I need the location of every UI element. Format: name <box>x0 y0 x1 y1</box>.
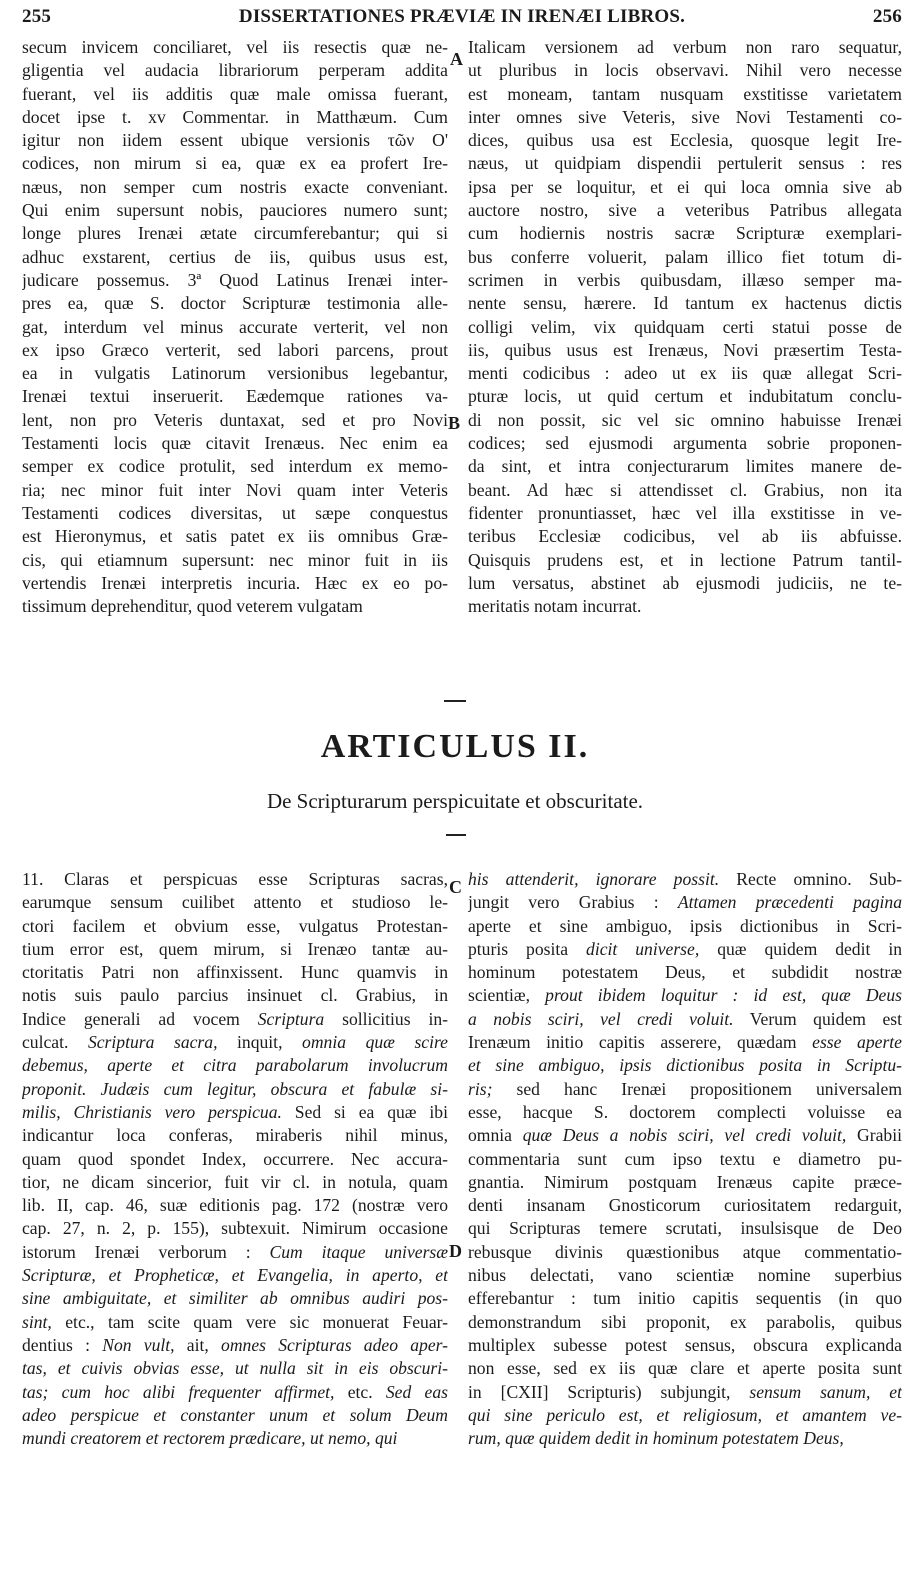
text-line <box>468 984 902 1007</box>
text-line <box>468 1101 902 1124</box>
text-line <box>22 1357 448 1380</box>
italic-text: quæ Deus a nobis sciri, vel credi voluit, <box>522 1125 847 1146</box>
text-line: gligentia vel audacia librariorum perperam addita <box>22 60 448 81</box>
text-line: secum invicem conciliaret, vel iis resectis quæ ne- <box>22 37 448 57</box>
text-line: pturæ locis, ut quid certum et indubitatum conclu- <box>468 386 902 407</box>
italic-text: proponit. Judæis cum legitur, obscura et fabulæ si- <box>22 1078 448 1099</box>
text-run: etc. <box>334 1381 386 1402</box>
text-line: Quisquis prudens est, et in lectione Patrum tantil- <box>468 549 902 570</box>
italic-text: Scriptura sacra, <box>87 1032 218 1053</box>
text-line <box>22 1124 448 1147</box>
text-line <box>22 1217 448 1240</box>
text-line: ex ipso Græco verterit, sed labori parcens, prout <box>22 339 448 360</box>
text-line: dices, quibus usa est Ecclesia, quosque legit Ire- <box>468 130 902 151</box>
text-line <box>22 1054 448 1077</box>
text-run: Grabii <box>846 1125 902 1146</box>
italic-text: omnes Scripturas adeo aper- <box>221 1334 448 1355</box>
text-line <box>468 961 902 984</box>
text-line: ipsa per se loquitur, et ei qui loca omnia sive ab <box>468 176 902 197</box>
text-line <box>22 1381 448 1404</box>
text-line <box>468 868 902 891</box>
text-line: meritatis notam incurrat. <box>468 596 642 617</box>
text-run: nibus delectati, vano scientiæ nomine superbius <box>468 1265 902 1286</box>
text-run: culcat. <box>22 1032 88 1053</box>
text-line: fuerant, vel iis additis quæ male omissa fuerant, <box>22 83 448 104</box>
margin-marker-a: A <box>450 49 463 69</box>
text-line <box>468 1334 902 1357</box>
text-run: Sed si ea quæ ibi <box>281 1101 448 1122</box>
text-line <box>22 1008 448 1031</box>
text-line <box>22 961 448 984</box>
text-run: inquit, <box>217 1032 303 1053</box>
text-line: ria; nec minor fuit inter Novi quam inter Veteris <box>22 479 448 500</box>
text-line <box>22 1101 448 1124</box>
italic-text: Non vult, <box>102 1334 175 1355</box>
text-run: ctori facilem et obvium esse, vulgatus Protestan- <box>22 915 448 936</box>
text-line <box>468 938 902 961</box>
heading-rule <box>446 834 466 836</box>
running-title: DISSERTATIONES PRÆVIÆ IN IRENÆI LIBROS. <box>238 6 686 27</box>
text-line <box>22 938 448 961</box>
text-line: semper ex codice protulit, sed interdum ex memo- <box>22 456 448 477</box>
text-line <box>468 1194 902 1217</box>
italic-text: sine ambiguitate, et similiter ab omnibus audiri pos- <box>22 1288 448 1309</box>
margin-marker-b: B <box>448 413 461 433</box>
italic-text: ris; <box>468 1078 493 1099</box>
text-run: Verum quidem est <box>733 1008 902 1029</box>
text-line: longe plures Irenæi ætate circumferebantur; qui si <box>22 223 448 244</box>
italic-text: sensum sanum, et <box>749 1381 902 1402</box>
text-run: hominum potestatem Deus, et subdidit nostræ <box>468 962 902 983</box>
top-left-column <box>22 36 448 618</box>
text-line: fidenter pronuntiasset, hæc vel illa exstitisse in ve- <box>468 502 902 523</box>
text-line: codices; sed ejusmodi argumenta sobrie proponen- <box>468 433 902 454</box>
text-run: 11. Claras et perspicuas esse Scripturas sacras, <box>22 869 448 889</box>
text-line <box>22 1427 448 1450</box>
italic-text: debemus, aperte et citra parabolarum involucrum <box>22 1055 448 1076</box>
italic-text: Cum itaque universæ <box>269 1241 448 1262</box>
text-line <box>468 1124 902 1147</box>
text-line <box>468 1148 902 1171</box>
text-run: efferebantur : tum initio capitis sequentis (in quo <box>468 1288 902 1309</box>
text-line: di non possit, sic vel sic omnino habuisse Irenæi <box>468 409 902 430</box>
text-line: Qui enim supersunt nobis, pauciores numero sunt; <box>22 200 448 221</box>
text-line <box>22 984 448 1007</box>
text-run: earumque sensum cuilibet attento et studioso le- <box>22 892 448 913</box>
text-run: esse, hacque S. doctorem complecti voluisse ea <box>468 1101 902 1122</box>
italic-text: dicit universe, <box>586 938 700 959</box>
article-subtitle: De Scripturarum perspicuitate et obscuritate. <box>266 789 644 813</box>
text-line <box>22 1171 448 1194</box>
text-line: lent, non pro Veteris duntaxat, sed et pro Novi <box>22 409 448 430</box>
text-run: notis suis paulo parcius insinuet cl. Grabius, in <box>22 985 448 1006</box>
text-line <box>468 1008 902 1031</box>
text-run: quam quod spondet Index, occurrere. Nec accura- <box>22 1148 448 1169</box>
text-line <box>468 915 902 938</box>
text-run: dentius : <box>22 1334 103 1355</box>
text-line <box>468 1381 902 1404</box>
text-run: gnantia. Nimirum postquam Irenæus capite præce- <box>468 1171 902 1192</box>
text-line: est moneam, tantam nusquam exstitisse varietatem <box>468 83 902 104</box>
article-heading: ARTICULUS II. <box>320 728 590 765</box>
text-line <box>468 1264 902 1287</box>
italic-text: Scripturæ, et Propheticæ, et Evangelia, in aperto, et <box>22 1265 448 1286</box>
italic-text: prout ibidem loquitur : id est, quæ Deus <box>545 985 902 1006</box>
bottom-left-column <box>22 868 448 1450</box>
italic-text: sint, <box>22 1311 52 1332</box>
text-line: ea in vulgatis Latinorum versionibus legebantur, <box>22 363 448 384</box>
text-run: sed hanc Irenæi propositionem universalem <box>492 1078 902 1099</box>
text-line: beant. Ad hæc si attendisset cl. Grabius, non ita <box>468 479 902 500</box>
text-run: tior, ne dicam sincerior, fuit vir cl. in notula, quam <box>22 1171 448 1192</box>
text-line: teribus Ecclesiæ codicibus, vel ab iis abfuisse. <box>468 526 902 547</box>
text-line <box>22 1264 448 1287</box>
text-line: vertendis Irenæi interpretis incuria. Hæc ex eo po- <box>22 572 448 593</box>
text-line <box>22 1241 448 1264</box>
text-line <box>468 1241 902 1264</box>
text-line <box>22 891 448 914</box>
italic-text: tas, et cuivis obvias esse, ut nulla sit in eis obscuri- <box>22 1358 448 1379</box>
italic-text: milis, Christianis vero perspicua. <box>22 1101 282 1122</box>
italic-text: qui sine periculo est, et religiosum, et amantem ve- <box>468 1404 902 1425</box>
italic-text: Attamen præcedenti pagina <box>677 892 902 913</box>
text-line <box>468 891 902 914</box>
text-line: næus, ut quidpiam dispendii pertulerit sensus : res <box>468 153 902 174</box>
text-run: ait, <box>174 1334 222 1355</box>
text-line: Testamenti locis quæ citavit Irenæus. Nec enim ea <box>22 433 448 454</box>
text-line: pres ea, quæ S. doctor Scripturæ testimonia alle- <box>22 293 448 314</box>
text-line <box>468 1054 902 1077</box>
text-line: est Hieronymus, et satis patet ex iis omnibus Græ- <box>22 526 448 547</box>
text-line <box>468 1031 902 1054</box>
text-line: næus, non semper cum nostris exacte conveniant. <box>22 176 448 197</box>
text-line: judicare possemus. 3ª Quod Latinus Irenæi inter- <box>22 269 448 290</box>
text-run: jungit vero Grabius : <box>468 892 678 913</box>
text-run: sollicitius in- <box>324 1008 448 1029</box>
italic-text: et sine ambiguo, ipsis dictionibus posita in Scriptu- <box>468 1055 902 1076</box>
text-run: omnia <box>468 1125 523 1146</box>
text-line: nente sensu, hærere. Id tantum ex hactenus dictis <box>468 293 902 314</box>
italic-text: a nobis sciri, vel credi voluit. <box>468 1008 734 1029</box>
text-line: tissimum deprehenditur, quod veterem vulgatam <box>22 596 363 617</box>
text-line <box>468 1287 902 1310</box>
italic-text: esse aperte <box>812 1032 902 1053</box>
italic-text: Sed eas <box>385 1381 448 1402</box>
text-line: Testamenti codices diversitas, ut sæpe conquestus <box>22 502 448 523</box>
page-number-left: 255 <box>22 6 52 27</box>
text-run: scientiæ, <box>468 985 546 1006</box>
margin-marker-d: D <box>449 1241 462 1261</box>
text-run: commentaria sunt cum ipso textu e diametro pu- <box>468 1148 902 1169</box>
text-run: cap. 27, n. 2, p. 155), subtexuit. Nimirum occasione <box>22 1218 448 1239</box>
text-line <box>22 1031 448 1054</box>
italic-text: Scriptura <box>257 1008 325 1029</box>
text-line: menti codicibus : adeo ut ex iis quæ allegat Scri- <box>468 363 902 384</box>
text-line: auctore nostro, sive a veteribus Patribus allegata <box>468 200 902 221</box>
text-run: pturis posita <box>468 938 587 959</box>
italic-text: tas; cum hoc alibi frequenter affirmet, <box>22 1381 335 1402</box>
margin-marker-c: C <box>449 877 462 897</box>
text-line <box>468 1171 902 1194</box>
text-run: tium error est, quem mirum, si Irenæo tantæ au- <box>22 938 448 959</box>
text-run: ctoritatis Patri non affinxissent. Hunc quamvis in <box>22 962 448 983</box>
text-line: gat, interdum vel minus accurate verterit, vel non <box>22 316 448 337</box>
text-line: cum hodiernis nostris sacræ Scripturæ exemplari- <box>468 223 902 244</box>
text-run: Indice generali ad vocem <box>22 1008 258 1029</box>
top-right-column <box>468 36 902 618</box>
text-line <box>22 1078 448 1101</box>
text-line: codices, non mirum si ea, quæ ex ea profert Ire- <box>22 153 448 174</box>
text-line: Irenæi textui inseruerit. Eædemque rationes va- <box>22 386 448 407</box>
italic-text: adeo perspicue et constanter unum et solum Deum <box>22 1404 448 1425</box>
text-line <box>468 1357 902 1380</box>
page-number-right: 256 <box>872 6 902 27</box>
text-run: non esse, sed ex iis quæ clare et aperte posita sunt <box>468 1358 902 1379</box>
text-line: igitur non iidem essent ubique versionis τῶν O' <box>22 130 448 151</box>
italic-text: omnia quæ scire <box>302 1032 448 1053</box>
text-run: multiplex subesse potest sensus, obscura explicanda <box>468 1334 902 1355</box>
text-run: Irenæum initio capitis asserere, quædam <box>468 1032 813 1053</box>
running-header <box>22 6 902 32</box>
text-line <box>22 868 448 891</box>
text-run: rebusque divinis quæstionibus atque commentatio- <box>468 1241 902 1262</box>
text-run: etc., tam scite quam vere sic monuerat Feuar- <box>51 1311 448 1332</box>
bottom-right-column <box>468 868 902 1450</box>
text-line: bus conferre voluerit, palam illico fiet totum di- <box>468 246 902 267</box>
text-line <box>468 1217 902 1240</box>
text-line: Italicam versionem ad verbum non raro sequatur, <box>468 37 902 57</box>
text-line <box>468 1078 902 1101</box>
text-line <box>22 1287 448 1310</box>
section-separator-rule <box>444 700 466 702</box>
text-line: inter omnes sive Veteris, sive Novi Testamenti co- <box>468 106 902 127</box>
text-line <box>22 1404 448 1427</box>
text-line: da sint, et intra conjecturarum limites manere de- <box>468 456 902 477</box>
text-line: colligi velim, vix quidquam certi statui posse de <box>468 316 902 337</box>
text-run: qui Scripturas temere scrutati, insulsisque de Deo <box>468 1218 902 1239</box>
text-line <box>468 1311 902 1334</box>
text-run: Recte omnino. Sub- <box>719 869 902 889</box>
text-line <box>22 1334 448 1357</box>
italic-text: mundi creatorem et rectorem prædicare, ut nemo, qui <box>22 1428 398 1449</box>
text-run: lib. II, cap. 46, suæ editionis pag. 172 (nostræ vero <box>22 1195 448 1216</box>
text-line <box>22 1148 448 1171</box>
text-run: indicantur loca conferas, miraberis nihil minus, <box>22 1125 448 1146</box>
text-line: docet ipse t. xv Commentar. in Matthæum. Cum <box>22 106 448 127</box>
italic-text: his attenderit, ignorare possit. <box>468 869 720 889</box>
text-line <box>22 1311 448 1334</box>
text-run: istorum Irenæi verborum : <box>22 1241 270 1262</box>
text-line <box>468 1427 902 1450</box>
text-run: in [CXII] Scripturis) subjungit, <box>468 1381 750 1402</box>
text-line: scrimen in verbis quibusdam, illæso semper ma- <box>468 269 902 290</box>
text-line: iis, quibus usus est Irenæus, Novi præsertim Testa- <box>468 339 902 360</box>
text-line: lum versatus, abstinet ab ejusmodi judiciis, ne te- <box>468 572 902 593</box>
text-line: adhuc exstarent, certius de iis, quibus usus est, <box>22 246 448 267</box>
text-line <box>468 1404 902 1427</box>
text-line: ut pluribus in locis observavi. Nihil vero necesse <box>468 60 902 81</box>
text-line <box>22 1194 448 1217</box>
text-run: aperte et sine ambiguo, ipsis dictionibus in Scri- <box>468 915 902 936</box>
italic-text: rum, quæ quidem dedit in hominum potestatem Deus, <box>468 1428 844 1449</box>
text-run: demonstrandum sibi proponit, ex parabolis, quibus <box>468 1311 902 1332</box>
text-run: quæ quidem dedit in <box>699 938 902 959</box>
text-line <box>22 915 448 938</box>
text-line: cis, qui etiamnum supersunt: nec minor fuit in iis <box>22 549 448 570</box>
text-run: denti insanam Gnosticorum curiositatem redarguit, <box>468 1195 902 1216</box>
